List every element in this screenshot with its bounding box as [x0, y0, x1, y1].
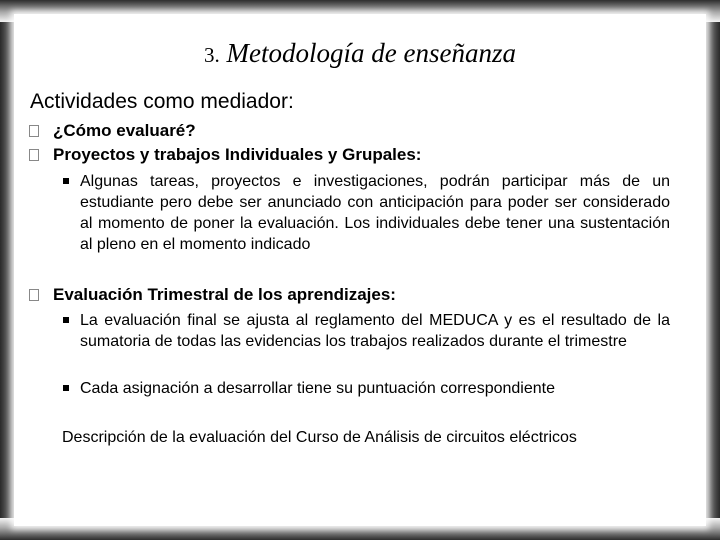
slide-title [0, 38, 720, 69]
sub-bullet-text: Cada asignación a desarrollar tiene su puntuación correspondiente [80, 380, 555, 397]
bullet-text: Proyectos y trabajos Individuales y Grupales: [53, 145, 422, 164]
title-number: 3. [204, 43, 220, 67]
checkbox-bullet-icon [29, 125, 39, 137]
bullet-text: ¿Cómo evaluaré? [53, 121, 196, 140]
square-bullet-icon [63, 317, 69, 323]
sub-bullet-text: La evaluación final se ajusta al reglamento del MEDUCA y es el resultado de la sumatoria de todas las evidencias los trabajos realizados durante el trimestre [80, 312, 670, 350]
square-bullet-icon [63, 178, 69, 184]
square-bullet-icon [63, 385, 69, 391]
checkbox-bullet-icon [29, 149, 39, 161]
sub-bullet-item [80, 378, 670, 399]
bullet-item [53, 285, 396, 305]
sub-bullet-item [80, 171, 670, 255]
sub-bullet-text: Algunas tareas, proyectos e investigaciones, podrán participar más de un estudiante pero debe ser anunciado con anticipación para poder ser considerado al momento de poner la evaluación. Los individuales debe tener una sustentación al pleno en el momento indicado [80, 173, 670, 253]
bullet-item [53, 121, 196, 141]
bullet-item [53, 145, 421, 165]
title-text: Metodología de enseñanza [226, 38, 516, 68]
course-description: Descripción de la evaluación del Curso de Análisis de circuitos eléctricos [62, 429, 577, 446]
sub-bullet-item [80, 310, 670, 352]
section-heading: Actividades como mediador: [30, 90, 294, 113]
checkbox-bullet-icon [29, 289, 39, 301]
bullet-text: Evaluación Trimestral de los aprendizajes: [53, 285, 396, 304]
